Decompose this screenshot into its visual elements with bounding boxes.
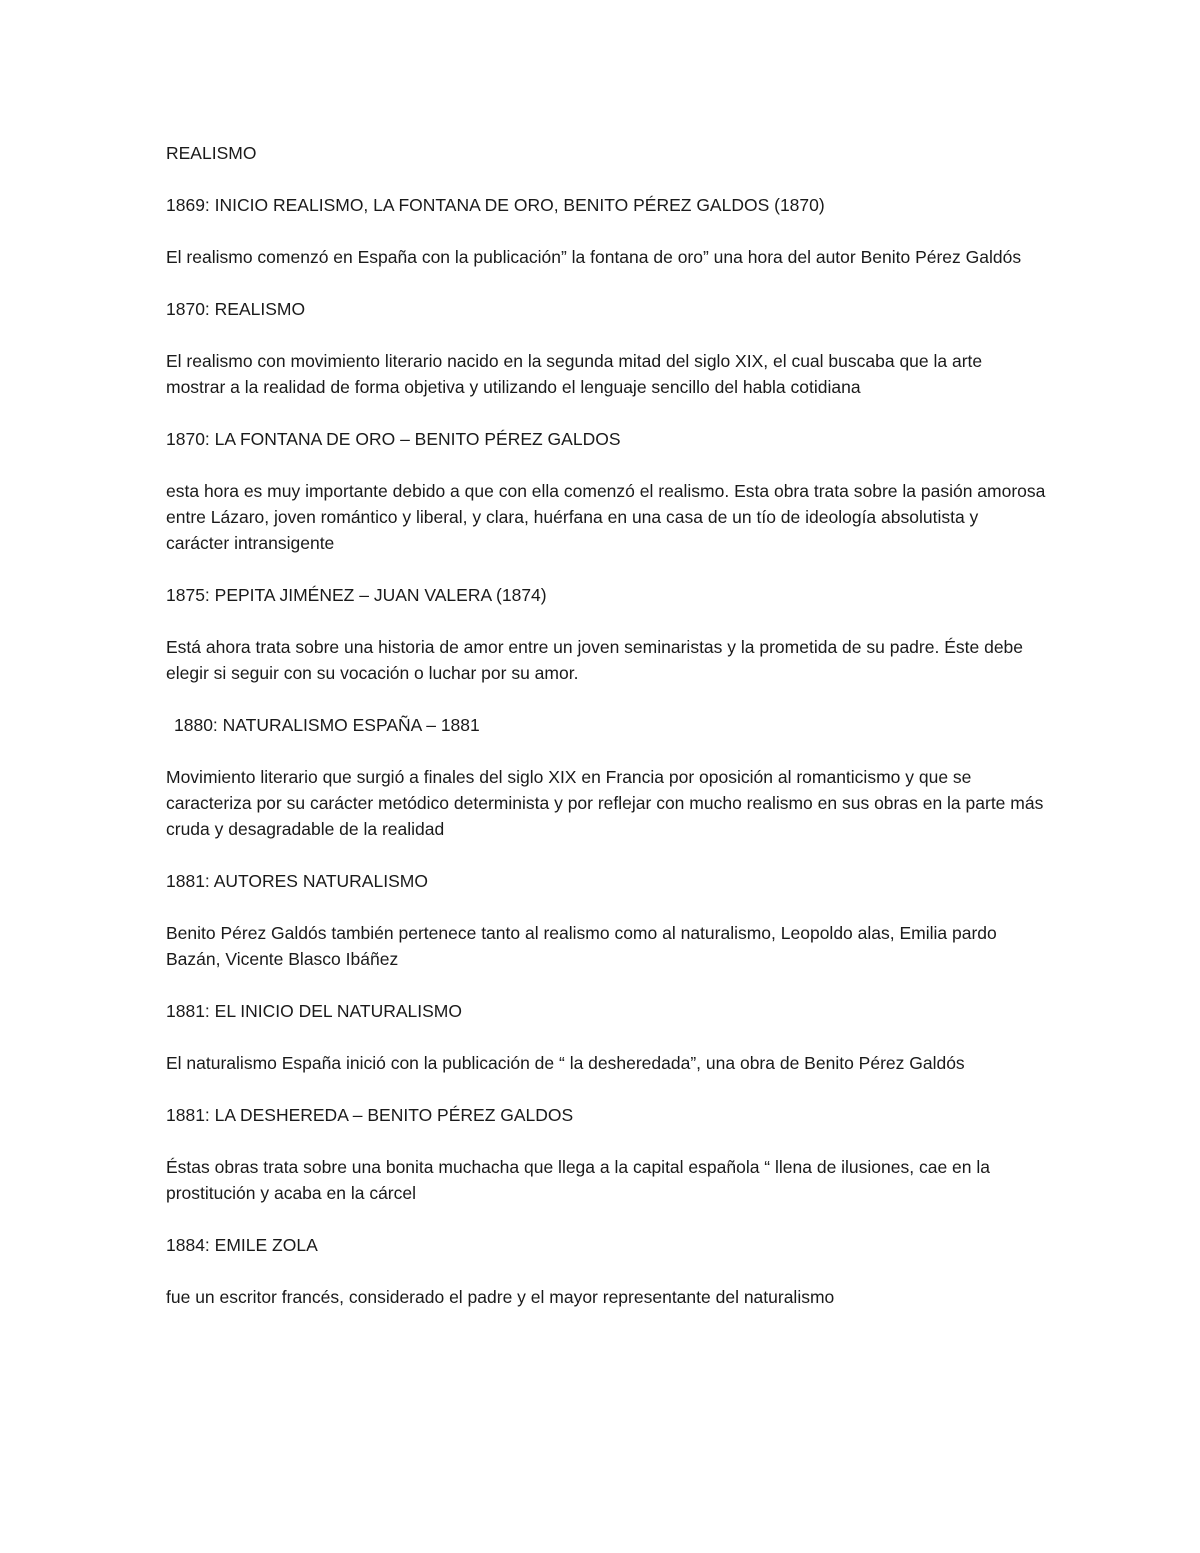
section-text-1881-autores: Benito Pérez Galdós también pertenece tanto al realismo como al naturalismo, Leopoldo alas, Emilia pardo Bazán, Vicente Blasco Ibáñez xyxy=(166,923,997,969)
document-body xyxy=(166,140,1046,1336)
section-text-1884: fue un escritor francés, considerado el padre y el mayor representante del naturalismo xyxy=(166,1287,835,1307)
section-text-1870-fontana: esta hora es muy importante debido a que con ella comenzó el realismo. Esta obra trata sobre la pasión amorosa entre Lázaro, joven romántico y liberal, y clara, huérfana en una casa de un tío de ideología absolutista y carácter intransigente xyxy=(166,481,1046,553)
section-heading-1884: 1884: EMILE ZOLA xyxy=(166,1235,318,1255)
section-text-1881-deshereda: Éstas obras trata sobre una bonita muchacha que llega a la capital española “ llena de ilusiones, cae en la prostitución y acaba en la cárcel xyxy=(166,1157,991,1203)
section-text-1870-realismo: El realismo con movimiento literario nacido en la segunda mitad del siglo XIX, el cual buscaba que la arte mostrar a la realidad de forma objetiva y utilizando el lenguaje sencillo del habla cotidiana xyxy=(166,351,983,397)
section-heading-1870-fontana: 1870: LA FONTANA DE ORO – BENITO PÉREZ GALDOS xyxy=(166,429,621,449)
section-heading-1880: 1880: NATURALISMO ESPAÑA – 1881 xyxy=(174,715,480,735)
section-heading-1870-realismo: 1870: REALISMO xyxy=(166,299,306,319)
document-title: REALISMO xyxy=(166,143,257,163)
section-text-1875: Está ahora trata sobre una historia de amor entre un joven seminaristas y la prometida de su padre. Éste debe elegir si seguir con su vocación o luchar por su amor. xyxy=(166,637,1024,683)
section-text-1880: Movimiento literario que surgió a finales del siglo XIX en Francia por oposición al romanticismo y que se caracteriza por su carácter metódico determinista y por reflejar con mucho realismo en sus obras en la parte más cruda y desagradable de la realidad xyxy=(166,767,1044,839)
section-heading-1881-deshereda: 1881: LA DESHEREDA – BENITO PÉREZ GALDOS xyxy=(166,1105,574,1125)
section-heading-1881-inicio: 1881: EL INICIO DEL NATURALISMO xyxy=(166,1001,462,1021)
section-heading-1875: 1875: PEPITA JIMÉNEZ – JUAN VALERA (1874) xyxy=(166,585,547,605)
section-heading-1869: 1869: INICIO REALISMO, LA FONTANA DE ORO, BENITO PÉREZ GALDOS (1870) xyxy=(166,195,825,215)
section-heading-1881-autores: 1881: AUTORES NATURALISMO xyxy=(166,871,428,891)
section-text-1881-inicio: El naturalismo España inició con la publicación de “ la desheredada”, una obra de Benito Pérez Galdós xyxy=(166,1053,965,1073)
section-text-1869: El realismo comenzó en España con la publicación” la fontana de oro” una hora del autor Benito Pérez Galdós xyxy=(166,247,1022,267)
